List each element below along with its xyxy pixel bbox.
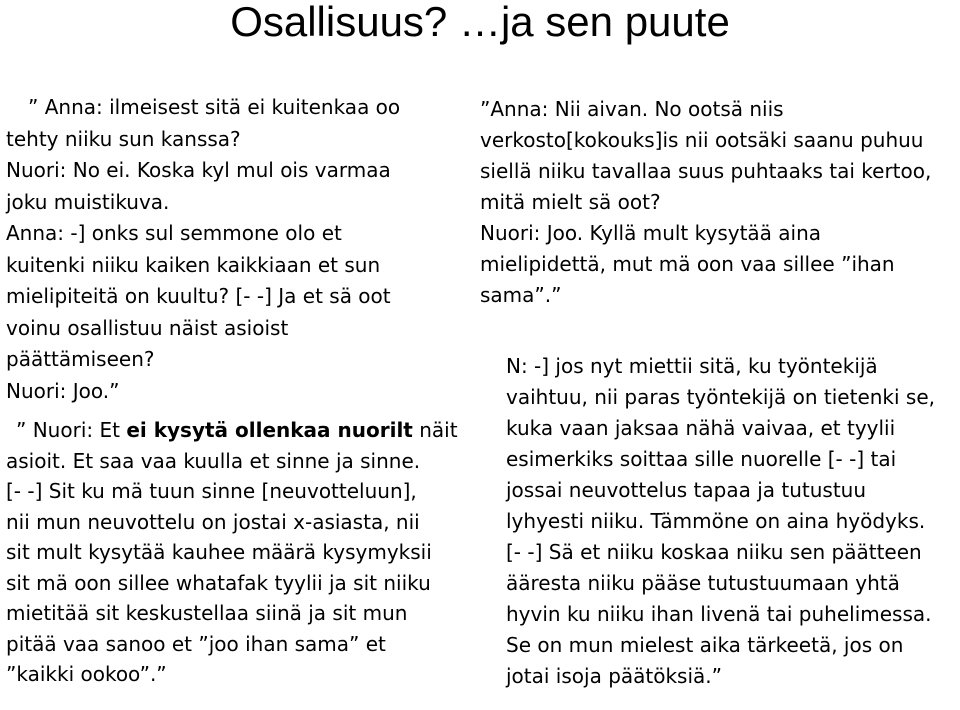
- text-line: jotai isoja päätöksiä.”: [506, 664, 723, 688]
- text-line: Anna: -] onks sul semmone olo et: [6, 221, 342, 245]
- text-line: mielipidettä, mut mä oon vaa sillee ”ihan: [480, 252, 895, 276]
- text-line: mitä mielt sä oot?: [480, 190, 661, 214]
- text-line: ” Anna: ilmeisest sitä ei kuitenkaa oo: [28, 95, 401, 119]
- quote-4: [480, 351, 958, 692]
- text-line: pitää vaa sanoo et ”joo ihan sama” et: [6, 631, 386, 656]
- text-line: mietitää sit keskustellaa siinä ja sit mun: [6, 601, 408, 625]
- text-line: Nuori: No ei. Koska kyl mul ois varmaa: [6, 158, 391, 182]
- slide-title: Osallisuus? …ja sen puute: [230, 0, 730, 45]
- text-line: sama”.”: [480, 283, 562, 307]
- text-line: esimerkiks soittaa sille nuorelle [- -] tai: [506, 447, 897, 471]
- text-line: asioit. Et saa vaa kuulla et sinne ja sinne.: [6, 448, 421, 473]
- text-line: päättämiseen?: [6, 347, 155, 371]
- text-line: ”Anna: Nii aivan. No ootsä niis: [480, 97, 784, 121]
- right-column: [480, 94, 958, 692]
- left-column: [6, 92, 466, 690]
- text-line: vaihtuu, nii paras työntekijä on tietenki se,: [506, 385, 936, 409]
- quote-prefix: ” Nuori: Et: [16, 418, 127, 442]
- emphasis-text: ei kysytä ollenkaa nuorilt: [126, 418, 413, 442]
- text-line: verkosto[kokouks]is nii ootsäki saanu puhuu: [480, 128, 924, 152]
- text-line: kuka vaan jaksaa nähä vaivaa, et tyylii: [506, 416, 896, 440]
- text-line: joku muistikuva.: [6, 189, 170, 214]
- text-line: sit mä oon sillee whatafak tyylii ja sit niiku: [6, 570, 431, 595]
- text-line: sit mult kysytää kauhee määrä kysymyksii: [6, 540, 432, 564]
- text-line: Nuori: Joo.”: [6, 378, 120, 403]
- text-line: nii mun neuvottelu on jostai x-asiasta, nii: [6, 509, 420, 534]
- text-line: lyhyesti niiku. Tämmöne on aina hyödyks.: [506, 509, 926, 533]
- text-line: jossai neuvottelus tapaa ja tutustuu: [506, 478, 867, 502]
- quote-1: [6, 92, 466, 407]
- text-line: ”kaikki ookoo”.”: [6, 662, 167, 686]
- text-line: Se on mun mielest aika tärkeetä, jos on: [506, 633, 904, 657]
- text-line: voinu osallistuu näist asioist: [6, 315, 289, 340]
- text-line: siellä niiku tavallaa suus puhtaaks tai kertoo,: [480, 159, 932, 183]
- text-line: tehty niiku sun kanssa?: [6, 126, 241, 151]
- text-line: ääresta niiku pääse tutustuumaan yhtä: [506, 571, 900, 595]
- quote-2: [6, 415, 466, 690]
- text-line: N: -] jos nyt miettii sitä, ku työntekijä: [506, 354, 878, 378]
- text-line: hyvin ku niiku ihan livenä tai puhelimessa.: [506, 602, 932, 626]
- text-line: kuitenki niiku kaiken kaikkiaan et sun: [6, 252, 381, 277]
- text-line: [- -] Sä et niiku koskaa niiku sen päätteen: [506, 540, 922, 564]
- quote-3: [480, 94, 958, 311]
- text-line: [6, 415, 466, 446]
- quote-suffix: näit: [412, 418, 458, 442]
- text-line: mielipiteitä on kuultu? [- -] Ja et sä oot: [6, 284, 391, 308]
- text-line: [- -] Sit ku mä tuun sinne [neuvotteluun],: [6, 479, 417, 503]
- text-line: Nuori: Joo. Kyllä mult kysytää aina: [480, 221, 822, 245]
